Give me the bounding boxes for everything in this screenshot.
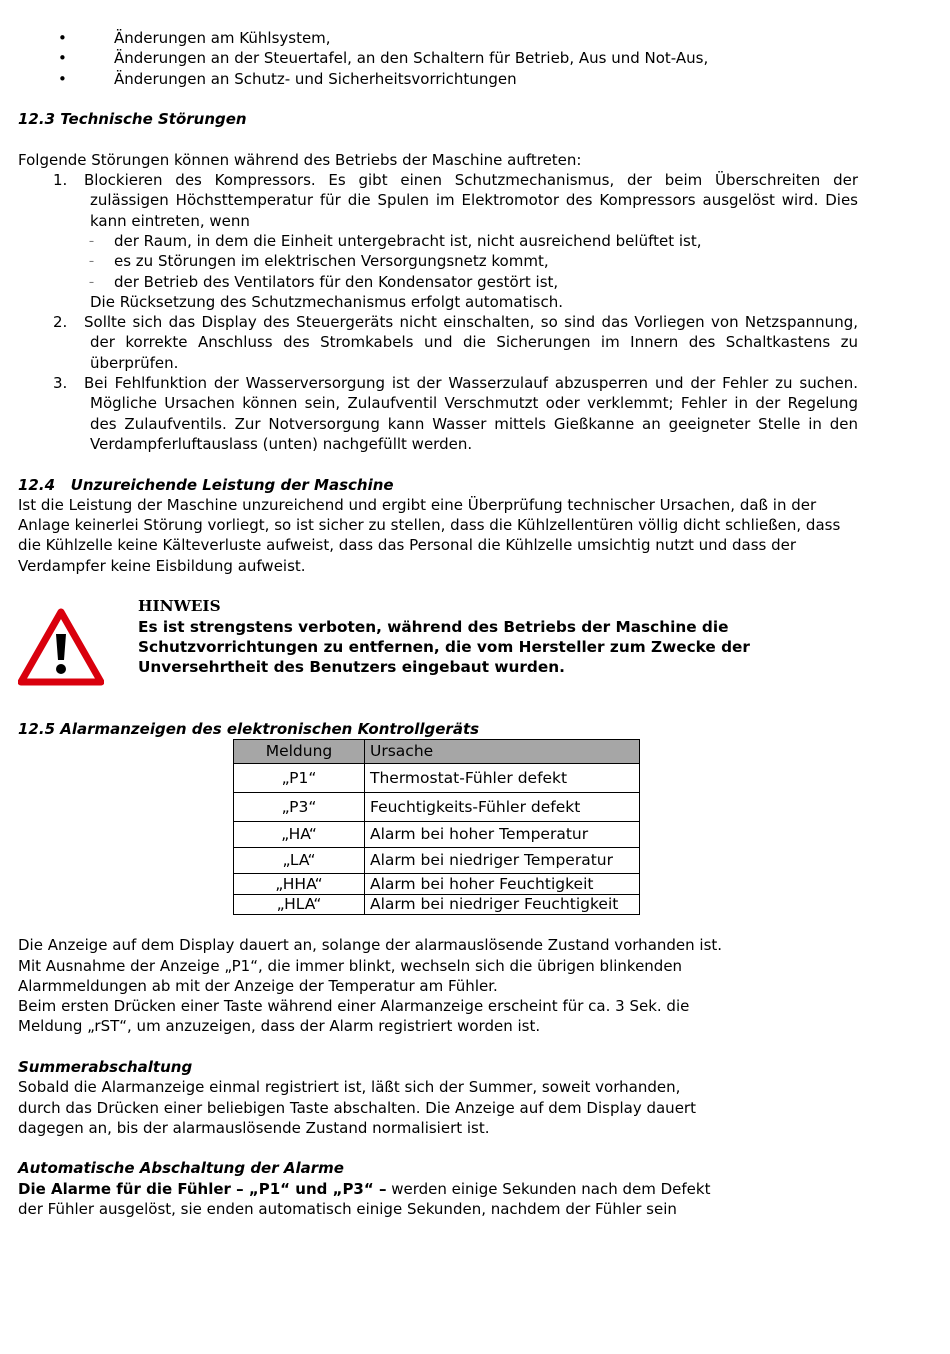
fault-item — [18, 170, 858, 312]
cause-cell: Thermostat-Fühler defekt — [365, 763, 640, 792]
table-row — [234, 763, 640, 792]
list-item: • Änderungen am Kühlsystem, — [18, 28, 858, 48]
message-cell: „P1“ — [234, 763, 365, 792]
section-text: Ist die Leistung der Maschine unzureichend und ergibt eine Überprüfung technischer Ursachen, daß in der Anlage keinerlei Störung vorliegt, so ist sicher zu stellen, dass die Kühlzellentüren völlig dicht schließen, dass die Kühlzelle keine Kälteverluste aufweist, dass das Personal die Kühlzelle umsichtig nutzt und dass der Verdampfer keine Eisbildung aufweist. — [18, 495, 841, 575]
fault-item — [18, 312, 858, 373]
list-item: • Änderungen an Schutz- und Sicherheitsvorrichtungen — [18, 69, 858, 89]
cause-cell: Alarm bei hoher Feuchtigkeit — [365, 873, 640, 894]
item-number: 3. — [53, 374, 68, 393]
cause-cell: Alarm bei hoher Temperatur — [365, 821, 640, 847]
section-intro: Folgende Störungen können während des Betriebs der Maschine auftreten: — [18, 150, 582, 169]
cause-cell: Feuchtigkeits-Fühler defekt — [365, 792, 640, 821]
warning-title: HINWEIS — [138, 597, 221, 616]
list-item: – der Raum, in dem die Einheit untergebracht ist, nicht ausreichend belüftet ist, — [90, 231, 858, 251]
section-heading-12-4: 12.4 Unzureichende Leistung der Maschine — [18, 475, 394, 494]
item-number: 2. — [53, 313, 68, 332]
message-cell: „HHA“ — [234, 873, 365, 894]
warning-triangle-icon — [18, 608, 104, 686]
section-heading-12-5: 12.5 Alarmanzeigen des elektronischen Kontrollgeräts — [18, 719, 480, 738]
warning-notice — [18, 596, 858, 698]
alarm-paragraph: Mit Ausnahme der Anzeige „P1“, die immer blinkt, wechseln sich die übrigen blinkenden Alarmmeldungen ab mit der Anzeige der Temperatur am Fühler. — [18, 956, 683, 995]
bold-lead: Die Alarme für die Fühler – „P1“ und „P3“ – — [18, 1179, 387, 1198]
message-cell: „HLA“ — [234, 894, 365, 914]
list-item: – es zu Störungen im elektrischen Versorgungsnetz kommt, — [90, 251, 858, 271]
cause-cell: Alarm bei niedriger Temperatur — [365, 847, 640, 873]
list-item: • Änderungen an der Steuertafel, an den Schaltern für Betrieb, Aus und Not-Aus, — [18, 48, 858, 68]
fault-item — [18, 373, 858, 454]
warning-text: Es ist strengstens verboten, während des Betriebs der Maschine die Schutzvorrichtungen zu entfernen, die vom Hersteller zum Zwecke der Unversehrtheit des Benutzers eingebaut wurden. — [138, 617, 750, 677]
auto-text: werden einige Sekunden nach dem Defekt der Fühler ausgelöst, sie enden automatisch einige Sekunden, nachdem der Fühler sein — [18, 1179, 711, 1219]
table-row — [234, 873, 640, 894]
cause-list — [90, 231, 858, 292]
item-text: Sollte sich das Display des Steuergeräts nicht einschalten, so sind das Vorliegen von Netzspannung, der korrekte Anschluss des Stromkabels und die Sicherungen im Innern des Schaltkastens zu überprüfen. — [84, 313, 858, 372]
alarm-table — [233, 739, 640, 915]
item-number: 1. — [53, 171, 68, 190]
alarm-paragraph: Beim ersten Drücken einer Taste während einer Alarmanzeige erscheint für ca. 3 Sek. die Meldung „rST“, um anzuzeigen, dass der Alarm registriert worden ist. — [18, 997, 690, 1036]
fault-list — [18, 170, 858, 454]
change-list — [18, 28, 858, 89]
alarm-paragraph: Die Anzeige auf dem Display dauert an, solange der alarmauslösende Zustand vorhanden ist. — [18, 936, 723, 955]
table-row — [234, 894, 640, 914]
list-item: – der Betrieb des Ventilators für den Kondensator gestört ist, — [90, 272, 858, 292]
table-row — [234, 821, 640, 847]
table-row — [234, 792, 640, 821]
table-header-row — [234, 739, 640, 763]
message-cell: „LA“ — [234, 847, 365, 873]
section-heading-auto: Automatische Abschaltung der Alarme — [18, 1159, 344, 1178]
document-page — [18, 28, 858, 1219]
column-header: Ursache — [365, 739, 640, 763]
message-cell: „HA“ — [234, 821, 365, 847]
column-header: Meldung — [234, 739, 365, 763]
item-note: Die Rücksetzung des Schutzmechanismus erfolgt automatisch. — [90, 292, 563, 311]
cause-cell: Alarm bei niedriger Feuchtigkeit — [365, 894, 640, 914]
table-row — [234, 847, 640, 873]
section-text — [18, 1179, 723, 1220]
section-text: Sobald die Alarmanzeige einmal registriert ist, läßt sich der Summer, soweit vorhanden, durch das Drücken einer beliebigen Taste abschalten. Die Anzeige auf dem Display dauert dagegen an, bis der alarmauslösende Zustand normalisiert ist. — [18, 1078, 696, 1137]
item-text: Blockieren des Kompressors. Es gibt einen Schutzmechanismus, der beim Überschreiten der zulässigen Höchsttemperatur für die Spulen im Elektromotor des Kompressors ausgelöst wird. Dies kann eintreten, wenn — [84, 171, 858, 230]
message-cell: „P3“ — [234, 792, 365, 821]
warning-text-block — [138, 596, 758, 677]
section-heading-summer: Summerabschaltung — [18, 1057, 193, 1076]
section-heading-12-3: 12.3 Technische Störungen — [18, 110, 247, 129]
item-text: Bei Fehlfunktion der Wasserversorgung ist der Wasserzulauf abzusperren und der Fehler zu suchen. Mögliche Ursachen können sein, Zulaufventil Verschmutzt oder verklemmt; Fehler in der Regelung des Zulaufventils. Zur Notversorgung kann Wasser mittels Gießkanne an geeigneter Stelle in den Verdampferluftauslass (unten) nachgefüllt werden. — [84, 374, 858, 453]
